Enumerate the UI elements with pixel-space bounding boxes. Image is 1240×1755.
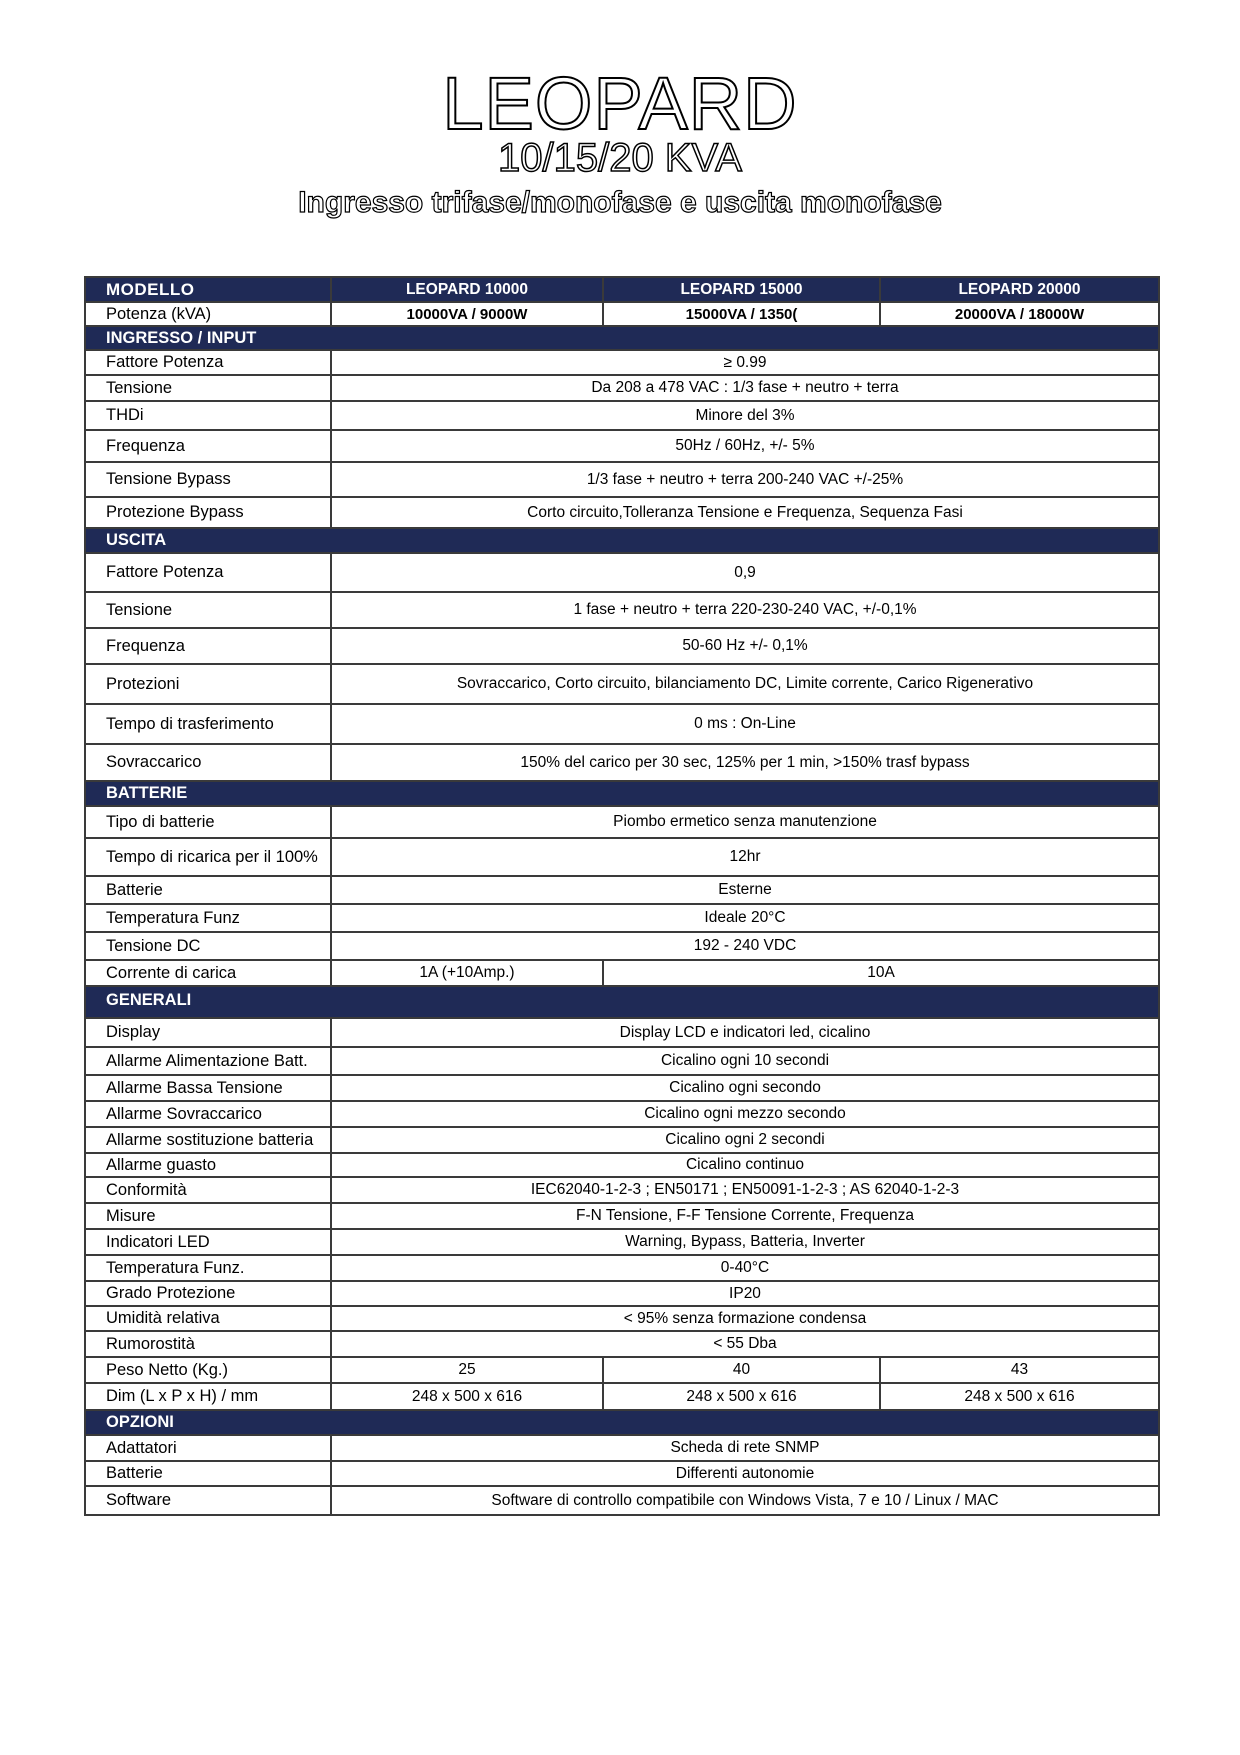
row-value: 248 x 500 x 616 — [603, 1383, 880, 1410]
row-value: IEC62040-1-2-3 ; EN50171 ; EN50091-1-2-3 ; AS 62040-1-2-3 — [331, 1177, 1159, 1203]
row-value: Cicalino ogni secondo — [331, 1075, 1159, 1101]
row-value: Cicalino ogni mezzo secondo — [331, 1101, 1159, 1127]
dimensions-row — [85, 1383, 1159, 1410]
row-value: Piombo ermetico senza manutenzione — [331, 806, 1159, 838]
row-value: Differenti autonomie — [331, 1461, 1159, 1486]
spec-row — [85, 704, 1159, 744]
spec-row — [85, 553, 1159, 592]
section-header — [85, 326, 1159, 350]
row-value: 50Hz / 60Hz, +/- 5% — [331, 430, 1159, 462]
row-value: Cicalino continuo — [331, 1153, 1159, 1177]
model-label: MODELLO — [85, 277, 331, 302]
spec-row — [85, 1461, 1159, 1486]
spec-row — [85, 1203, 1159, 1229]
row-label: Tensione — [85, 592, 331, 628]
spec-row — [85, 1331, 1159, 1357]
row-value: Scheda di rete SNMP — [331, 1435, 1159, 1461]
section-header — [85, 1410, 1159, 1435]
section-header — [85, 781, 1159, 806]
spec-row — [85, 350, 1159, 375]
row-label: Protezioni — [85, 664, 331, 704]
spec-row — [85, 628, 1159, 664]
spec-row — [85, 430, 1159, 462]
row-value: 50-60 Hz +/- 0,1% — [331, 628, 1159, 664]
row-label: Batterie — [85, 876, 331, 904]
row-label: Allarme sostituzione batteria — [85, 1127, 331, 1153]
section-header — [85, 528, 1159, 553]
row-value: Warning, Bypass, Batteria, Inverter — [331, 1229, 1159, 1255]
row-label: Tipo di batterie — [85, 806, 331, 838]
spec-row — [85, 462, 1159, 497]
section-title: INGRESSO / INPUT — [85, 326, 1159, 350]
spec-row — [85, 904, 1159, 932]
row-value: 1A (+10Amp.) — [331, 960, 603, 986]
product-title: LEOPARD — [442, 62, 798, 145]
row-value: 150% del carico per 30 sec, 125% per 1 min, >150% trasf bypass — [331, 744, 1159, 781]
spec-row — [85, 932, 1159, 960]
product-tagline: Ingresso trifase/monofase e uscita monofase — [298, 186, 942, 219]
row-value: 10000VA / 9000W — [331, 302, 603, 326]
row-value: 25 — [331, 1357, 603, 1383]
spec-row — [85, 1047, 1159, 1075]
row-value: 40 — [603, 1357, 880, 1383]
row-label: Corrente di carica — [85, 960, 331, 986]
spec-row — [85, 1306, 1159, 1331]
spec-row — [85, 806, 1159, 838]
row-label: Potenza (kVA) — [85, 302, 331, 326]
row-value: Cicalino ogni 10 secondi — [331, 1047, 1159, 1075]
spec-row — [85, 1281, 1159, 1306]
row-label: Umidità relativa — [85, 1306, 331, 1331]
row-value: IP20 — [331, 1281, 1159, 1306]
spec-row — [85, 1018, 1159, 1047]
charge-current-row — [85, 960, 1159, 986]
row-label: Dim (L x P x H) / mm — [85, 1383, 331, 1410]
row-label: Allarme guasto — [85, 1153, 331, 1177]
product-subtitle: 10/15/20 KVA — [498, 136, 742, 180]
spec-row — [85, 838, 1159, 876]
row-value: 1/3 fase + neutro + terra 200-240 VAC +/-25% — [331, 462, 1159, 497]
row-label: Sovraccarico — [85, 744, 331, 781]
row-value: Ideale 20°C — [331, 904, 1159, 932]
row-label: Frequenza — [85, 628, 331, 664]
spec-row — [85, 1075, 1159, 1101]
section-title: BATTERIE — [85, 781, 1159, 806]
section-title: OPZIONI — [85, 1410, 1159, 1435]
row-value: 10A — [603, 960, 1159, 986]
row-label: Software — [85, 1486, 331, 1515]
spec-row — [85, 1153, 1159, 1177]
row-value: Minore del 3% — [331, 401, 1159, 430]
row-label: Tempo di trasferimento — [85, 704, 331, 744]
spec-row — [85, 1127, 1159, 1153]
row-value: 0 ms : On-Line — [331, 704, 1159, 744]
row-label: Fattore Potenza — [85, 350, 331, 375]
row-label: Indicatori LED — [85, 1229, 331, 1255]
row-label: Adattatori — [85, 1435, 331, 1461]
spec-row — [85, 497, 1159, 528]
row-label: Peso Netto (Kg.) — [85, 1357, 331, 1383]
row-value: < 95% senza formazione condensa — [331, 1306, 1159, 1331]
row-value: Display LCD e indicatori led, cicalino — [331, 1018, 1159, 1047]
row-label: Allarme Bassa Tensione — [85, 1075, 331, 1101]
spec-row — [85, 401, 1159, 430]
row-value: 1 fase + neutro + terra 220-230-240 VAC, +/-0,1% — [331, 592, 1159, 628]
row-label: Rumorostità — [85, 1331, 331, 1357]
section-title: GENERALI — [85, 986, 1159, 1018]
row-value: 12hr — [331, 838, 1159, 876]
row-label: Tensione DC — [85, 932, 331, 960]
row-label: Temperatura Funz — [85, 904, 331, 932]
spec-row — [85, 1229, 1159, 1255]
model-name: LEOPARD 15000 — [603, 277, 880, 302]
row-value: 248 x 500 x 616 — [331, 1383, 603, 1410]
row-label: Allarme Sovraccarico — [85, 1101, 331, 1127]
spec-row — [85, 876, 1159, 904]
row-label: Protezione Bypass — [85, 497, 331, 528]
row-value: Cicalino ogni 2 secondi — [331, 1127, 1159, 1153]
row-label: Misure — [85, 1203, 331, 1229]
row-label: Frequenza — [85, 430, 331, 462]
spec-row — [85, 1255, 1159, 1281]
model-name: LEOPARD 20000 — [880, 277, 1159, 302]
row-value: Corto circuito,Tolleranza Tensione e Frequenza, Sequenza Fasi — [331, 497, 1159, 528]
row-label: Display — [85, 1018, 331, 1047]
model-header-row — [85, 277, 1159, 302]
row-label: Temperatura Funz. — [85, 1255, 331, 1281]
row-label: Conformità — [85, 1177, 331, 1203]
row-value: Da 208 a 478 VAC : 1/3 fase + neutro + terra — [331, 375, 1159, 401]
row-label: Fattore Potenza — [85, 553, 331, 592]
spec-row — [85, 744, 1159, 781]
section-header — [85, 986, 1159, 1018]
spec-row — [85, 1101, 1159, 1127]
spec-row — [85, 375, 1159, 401]
row-value: < 55 Dba — [331, 1331, 1159, 1357]
row-value: 20000VA / 18000W — [880, 302, 1159, 326]
row-value: Software di controllo compatibile con Windows Vista, 7 e 10 / Linux / MAC — [331, 1486, 1159, 1515]
row-value: Sovraccarico, Corto circuito, bilanciamento DC, Limite corrente, Carico Rigenerativo — [331, 664, 1159, 704]
row-label: Tensione Bypass — [85, 462, 331, 497]
spec-row — [85, 1177, 1159, 1203]
row-label: Grado Protezione — [85, 1281, 331, 1306]
row-label: Batterie — [85, 1461, 331, 1486]
spec-table — [84, 276, 1160, 1516]
row-value: 248 x 500 x 616 — [880, 1383, 1159, 1410]
row-label: THDi — [85, 401, 331, 430]
spec-row — [85, 664, 1159, 704]
row-value: ≥ 0.99 — [331, 350, 1159, 375]
row-label: Tempo di ricarica per il 100% — [85, 838, 331, 876]
spec-row — [85, 592, 1159, 628]
model-name: LEOPARD 10000 — [331, 277, 603, 302]
weight-row — [85, 1357, 1159, 1383]
power-row — [85, 302, 1159, 326]
row-value: 43 — [880, 1357, 1159, 1383]
section-title: USCITA — [85, 528, 1159, 553]
spec-row — [85, 1435, 1159, 1461]
row-value: Esterne — [331, 876, 1159, 904]
spec-row — [85, 1486, 1159, 1515]
row-value: 15000VA / 1350( — [603, 302, 880, 326]
row-label: Tensione — [85, 375, 331, 401]
row-value: F-N Tensione, F-F Tensione Corrente, Frequenza — [331, 1203, 1159, 1229]
row-value: 0,9 — [331, 553, 1159, 592]
row-label: Allarme Alimentazione Batt. — [85, 1047, 331, 1075]
row-value: 0-40°C — [331, 1255, 1159, 1281]
row-value: 192 - 240 VDC — [331, 932, 1159, 960]
